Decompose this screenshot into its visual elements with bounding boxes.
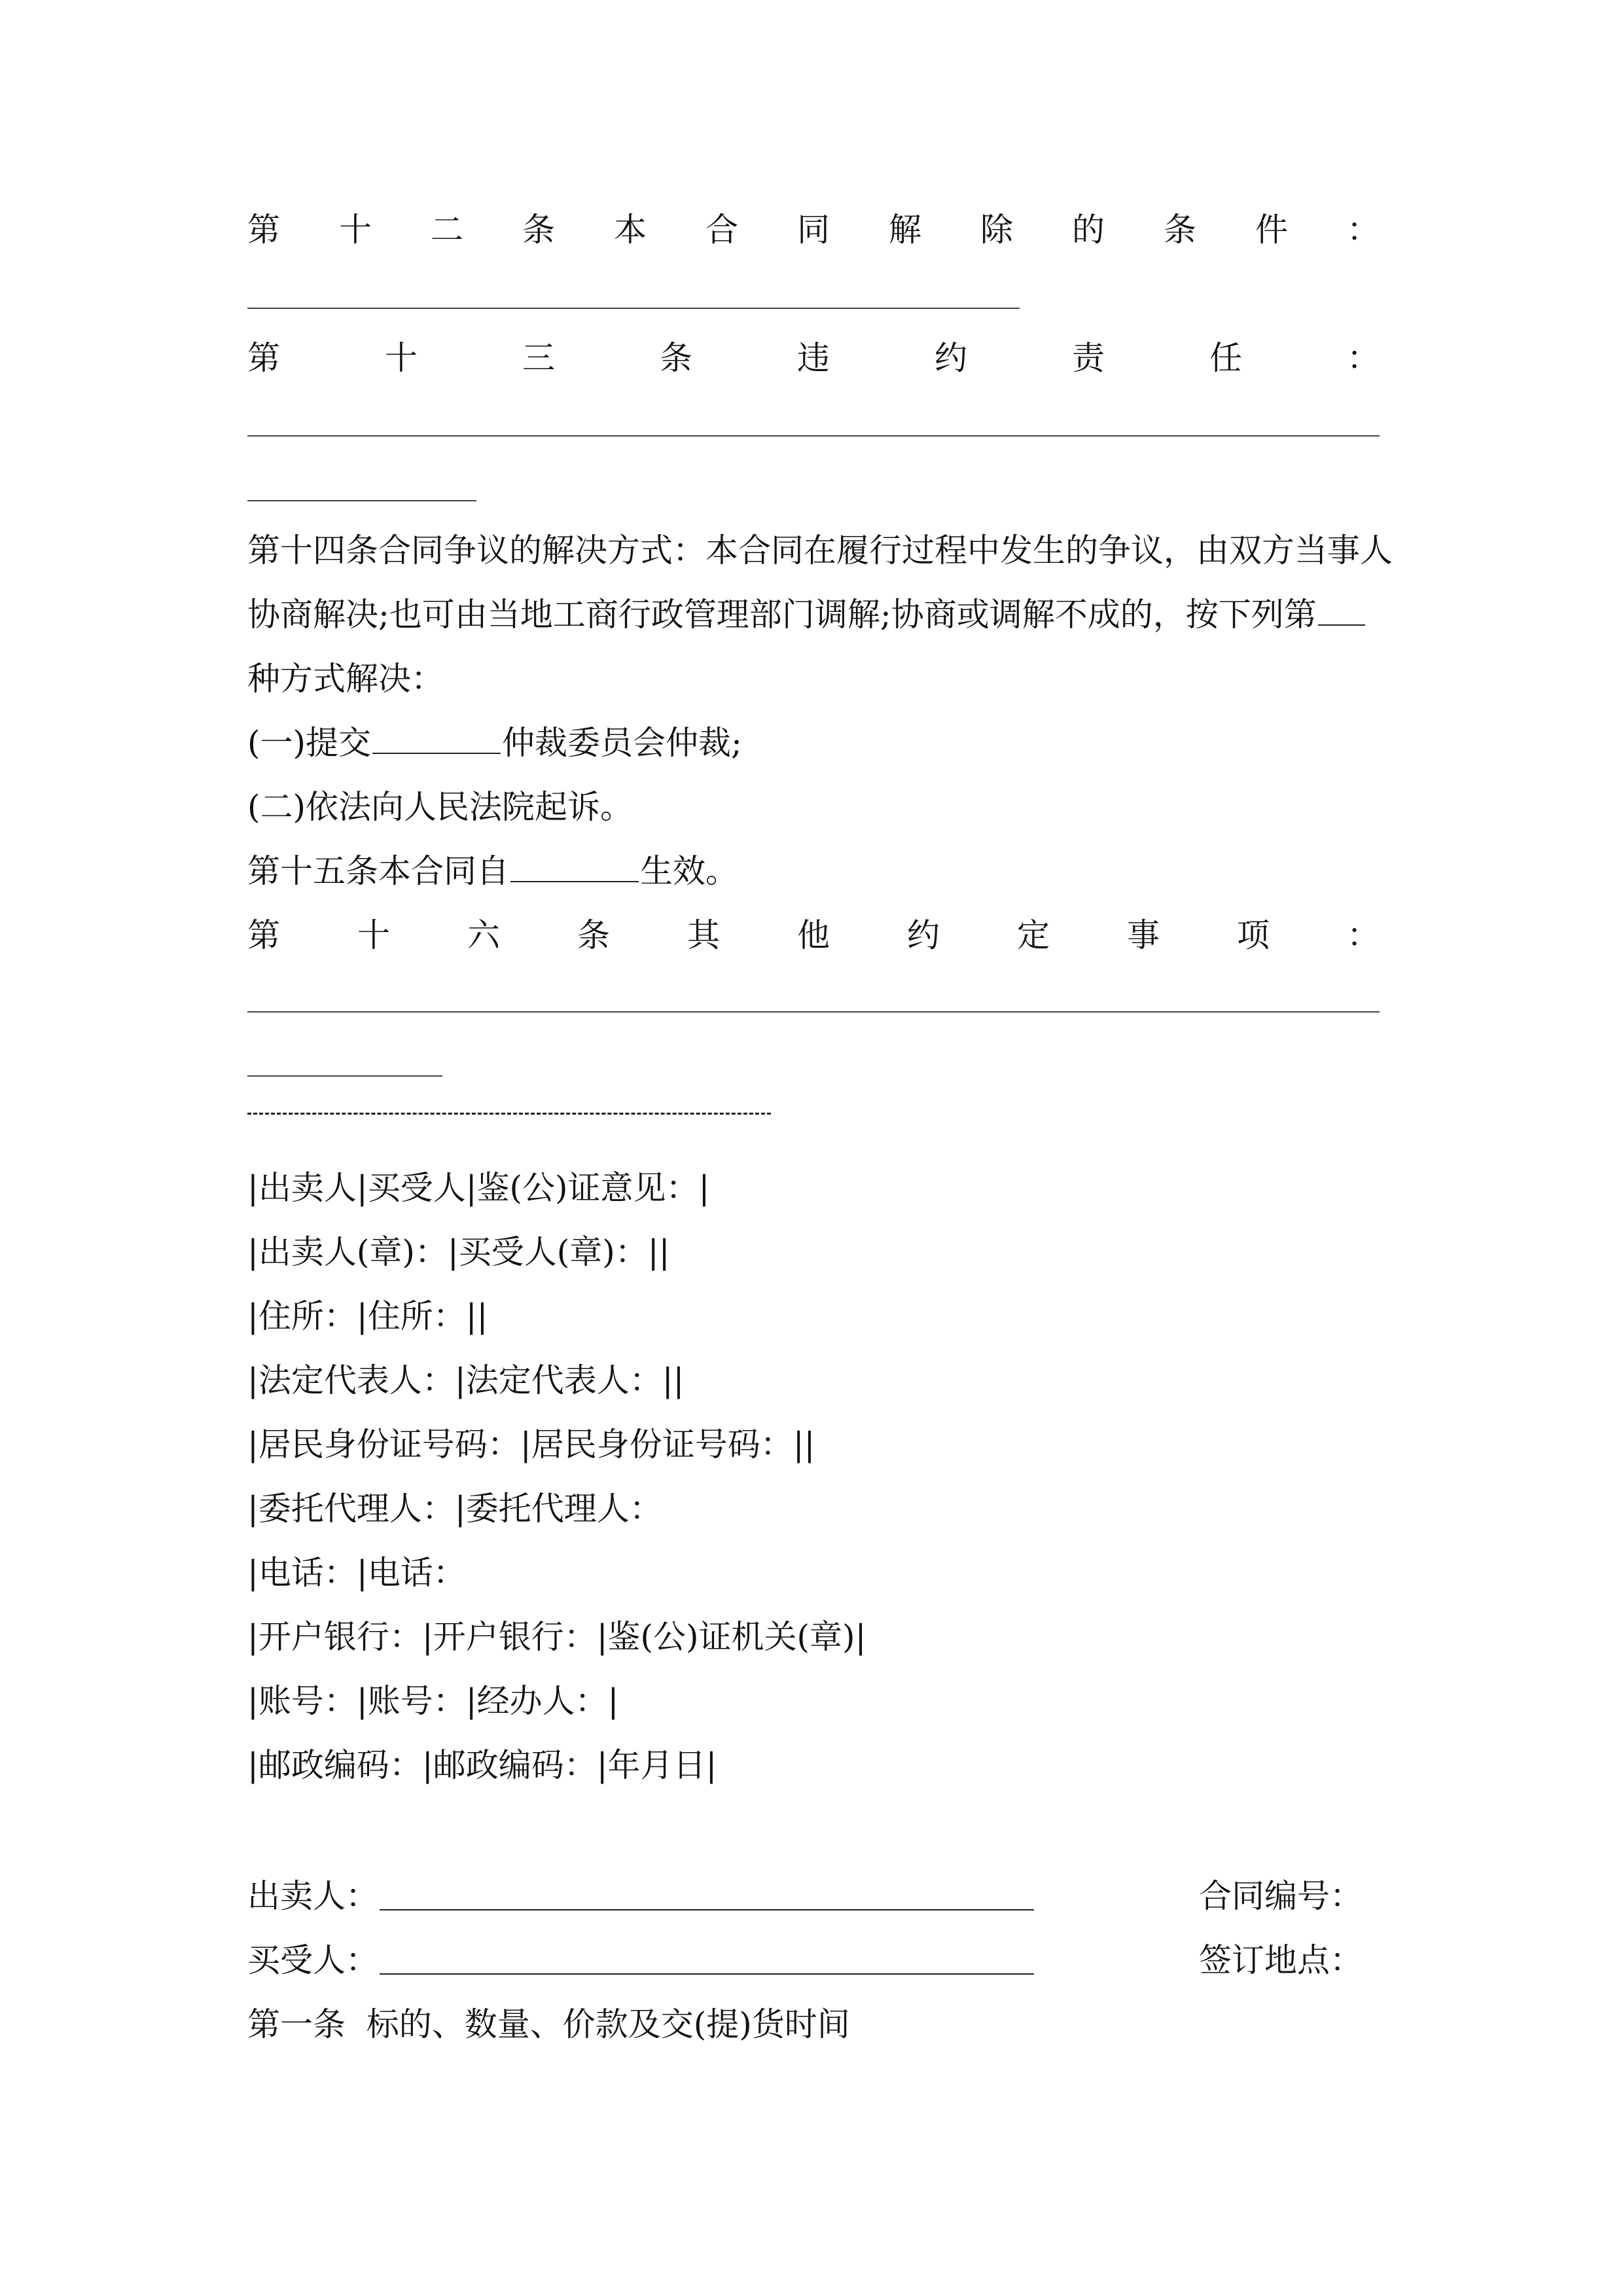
article-1-heading: 第一条 标的、数量、价款及交(提)货时间 [247,2005,850,2043]
contract-number-label: 合同编号： [1199,1877,1363,1915]
table-row: |出卖人(章)：|买受人(章)：|| [247,1233,670,1271]
article-14-option-1 [247,720,742,766]
article-16-char: 条 [577,916,610,954]
dashed-separator [247,1113,771,1115]
article-14-line-2-text: 协商解决;也可由当地工商行政管理部门调解;协商或调解不成的，按下列第 [247,596,1317,634]
article-12-char: ： [1347,211,1380,249]
article-16-char: 事 [1127,916,1160,954]
article-12-char: 的 [1072,211,1105,249]
table-row: |委托代理人：|委托代理人： [247,1490,662,1528]
table-row: |居民身份证号码：|居民身份证号码：|| [247,1426,815,1463]
article-12-char: 本 [614,211,647,249]
article-14-option-2: (二)依法向人民法院起诉。 [247,788,633,826]
article-15-prefix: 第十五条本合同自 [247,852,509,890]
article-13-char: 责 [1072,339,1105,377]
article-16-blank-line-1 [247,1011,1380,1013]
article-13-char: 三 [522,339,555,377]
article-12-char: 条 [522,211,555,249]
article-12-char: 第 [247,211,280,249]
table-row: |开户银行：|开户银行：|鉴(公)证机关(章)| [247,1618,866,1656]
article-14-line-1: 第十四条合同争议的解决方式：本合同在履行过程中发生的争议，由双方当事人 [247,531,1393,569]
article-16-char: 他 [797,916,830,954]
table-row: |法定代表人：|法定代表人：|| [247,1361,685,1399]
article-13-char: 约 [935,339,967,377]
table-row: |住所：|住所：|| [247,1297,488,1335]
article-15-suffix: 生效。 [640,852,738,890]
option-1-suffix: 仲裁委员会仲裁; [502,724,742,762]
article-16-char: 其 [687,916,720,954]
table-row: |电话：|电话： [247,1554,466,1592]
table-row: |邮政编码：|邮政编码：|年月日| [247,1746,717,1784]
article-13-char: 十 [385,339,418,377]
article-12-char: 合 [705,211,738,249]
table-row: |账号：|账号：|经办人：| [247,1682,619,1720]
seller-label: 出卖人： [247,1877,378,1915]
seller-input-line[interactable] [380,1909,1034,1910]
buyer-input-line[interactable] [380,1973,1034,1975]
article-14-line-2 [247,592,1366,637]
article-16-char: 十 [357,916,390,954]
option-1-prefix: (一)提交 [247,724,372,762]
article-13-blank-line-1 [247,435,1380,437]
article-13-char: 条 [660,339,692,377]
article-13-char: 第 [247,339,280,377]
article-16-char: ： [1347,916,1380,954]
article-13-char: 任 [1209,339,1242,377]
arbitration-committee-blank[interactable] [372,720,501,754]
article-13-char: ： [1347,339,1380,377]
article-16-char: 项 [1237,916,1270,954]
article-12-char: 十 [339,211,372,249]
article-16-char: 约 [907,916,940,954]
method-number-blank[interactable] [1318,592,1365,626]
article-16-blank-line-2 [247,1075,442,1077]
article-12-char: 除 [980,211,1013,249]
article-12-char: 解 [889,211,921,249]
article-13-blank-line-2 [247,500,476,501]
article-12-char: 件 [1255,211,1288,249]
buyer-label: 买受人： [247,1941,378,1979]
article-16-char: 六 [467,916,500,954]
article-12-char: 同 [797,211,830,249]
table-row: |出卖人|买受人|鉴(公)证意见：| [247,1169,710,1207]
article-12-heading [247,207,1380,253]
article-12-char: 二 [431,211,463,249]
article-15 [247,848,738,894]
article-14-line-3: 种方式解决： [247,660,444,698]
article-13-char: 违 [797,339,830,377]
effective-date-blank[interactable] [510,848,639,882]
article-16-heading [247,912,1380,958]
sign-place-label: 签订地点： [1199,1941,1363,1979]
article-16-char: 第 [247,916,280,954]
article-16-char: 定 [1017,916,1050,954]
article-12-blank-line [247,308,1020,309]
article-13-heading [247,335,1380,381]
article-12-char: 条 [1164,211,1196,249]
